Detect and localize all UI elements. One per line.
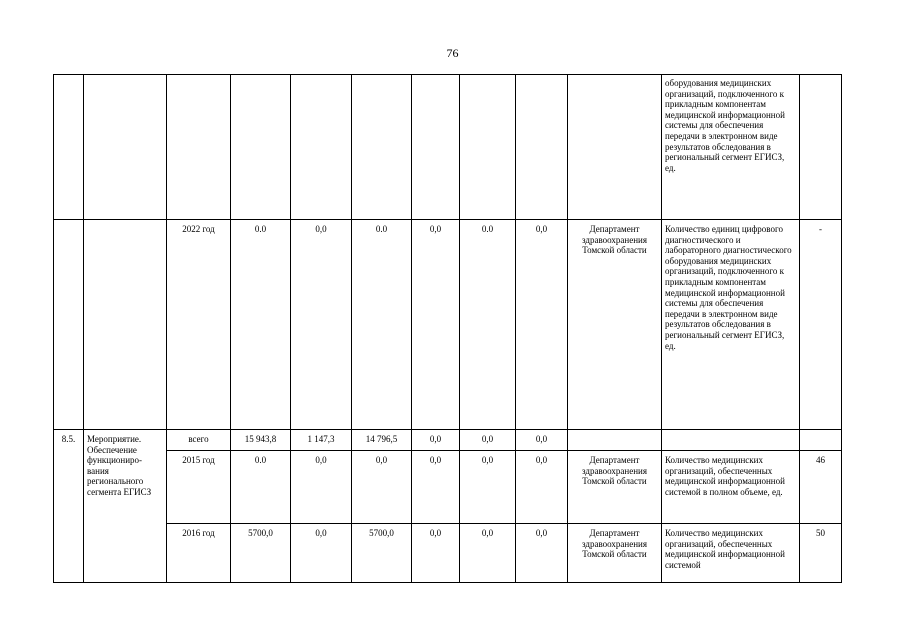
cell-value-2 <box>291 75 352 220</box>
cell-indicator: оборудования медицинских организаций, подключенного к прикладным компонентам медицинской информационной системы для обеспечения передачи в электронном виде результатов обследования в региональный сегмент ЕГИСЗ, ед. <box>662 75 800 220</box>
cell-value-4: 0,0 <box>412 524 460 583</box>
cell-measure-number: 8.5. <box>54 430 84 583</box>
cell-value-1: 0.0 <box>231 451 291 524</box>
cell-year: 2022 год <box>167 220 231 430</box>
cell-value-6 <box>516 75 568 220</box>
cell-value-5 <box>460 75 516 220</box>
cell-indicator <box>662 430 800 451</box>
cell-number <box>54 220 84 430</box>
cell-value-5: 0,0 <box>460 451 516 524</box>
cell-measure-name: Мероприятие. Обеспечение функциониро- вания регионального сегмента ЕГИСЗ <box>84 430 167 583</box>
cell-year: 2016 год <box>167 524 231 583</box>
cell-value-5: 0.0 <box>460 220 516 430</box>
cell-value-4: 0,0 <box>412 451 460 524</box>
cell-value-5: 0,0 <box>460 524 516 583</box>
cell-measure-name <box>84 220 167 430</box>
table-row <box>54 451 842 524</box>
cell-indicator-value: 46 <box>800 451 842 524</box>
cell-value-1: 0.0 <box>231 220 291 430</box>
table-row <box>54 220 842 430</box>
cell-value-3: 14 796,5 <box>352 430 412 451</box>
cell-indicator-value: 50 <box>800 524 842 583</box>
table-row <box>54 75 842 220</box>
cell-year: 2015 год <box>167 451 231 524</box>
cell-value-3 <box>352 75 412 220</box>
cell-number <box>54 75 84 220</box>
cell-year <box>167 75 231 220</box>
cell-value-6: 0,0 <box>516 430 568 451</box>
cell-measure-name <box>84 75 167 220</box>
cell-value-6: 0,0 <box>516 451 568 524</box>
program-table <box>53 74 842 583</box>
cell-value-5: 0,0 <box>460 430 516 451</box>
table-row <box>54 524 842 583</box>
cell-value-1 <box>231 75 291 220</box>
cell-indicator: Количество единиц цифрового диагностического и лабораторного диагностического оборудования медицинских организаций, подключенного к прикладным компонентам медицинской информационной системы для обеспечения передачи в электронном виде результатов обследования в региональный сегмент ЕГИСЗ, ед. <box>662 220 800 430</box>
cell-value-6: 0,0 <box>516 220 568 430</box>
cell-value-1: 5700,0 <box>231 524 291 583</box>
cell-value-2: 0,0 <box>291 524 352 583</box>
cell-value-4: 0,0 <box>412 430 460 451</box>
cell-indicator-value: - <box>800 220 842 430</box>
cell-value-4 <box>412 75 460 220</box>
cell-value-2: 0,0 <box>291 220 352 430</box>
page-number: 76 <box>446 46 459 60</box>
cell-value-2: 0,0 <box>291 451 352 524</box>
cell-indicator: Количество медицинских организаций, обеспеченных медицинской информационной системой в полном объеме, ед. <box>662 451 800 524</box>
cell-value-3: 0.0 <box>352 220 412 430</box>
cell-indicator: Количество медицинских организаций, обеспеченных медицинской информационной системой <box>662 524 800 583</box>
cell-executor: Департамент здравоохранения Томской области <box>568 220 662 430</box>
cell-value-3: 5700,0 <box>352 524 412 583</box>
cell-value-6: 0,0 <box>516 524 568 583</box>
cell-indicator-value <box>800 75 842 220</box>
cell-indicator-value <box>800 430 842 451</box>
cell-year: всего <box>167 430 231 451</box>
cell-value-4: 0,0 <box>412 220 460 430</box>
cell-executor <box>568 75 662 220</box>
table-row <box>54 430 842 451</box>
cell-executor <box>568 430 662 451</box>
cell-executor: Департамент здравоохранения Томской области <box>568 451 662 524</box>
cell-value-1: 15 943,8 <box>231 430 291 451</box>
cell-value-2: 1 147,3 <box>291 430 352 451</box>
cell-value-3: 0,0 <box>352 451 412 524</box>
cell-executor: Департамент здравоохранения Томской области <box>568 524 662 583</box>
